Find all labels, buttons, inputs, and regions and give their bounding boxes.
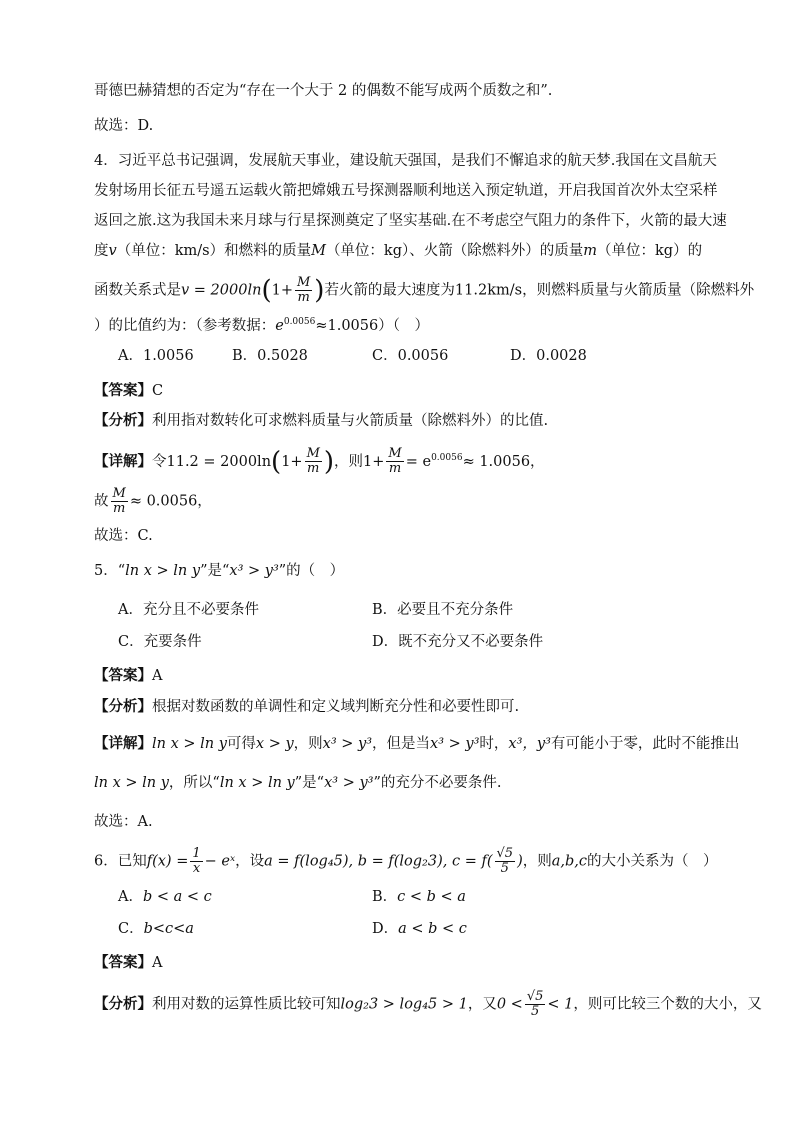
question-4-text: 发射场用长征五号遥五运载火箭把嫦娥五号探测器顺利地送入预定轨道，开启我国首次外太空采样 [94, 183, 718, 199]
option-b: B．c < b < a [372, 889, 466, 905]
detail-line: 故 $\frac{M}{m}$ ≈ 0.0056， [94, 486, 212, 516]
formula: v = 2000ln [181, 282, 262, 299]
question-4-formula-line: 函数关系式是v = 2000ln(1+ $\frac{M}{m}$ )若火箭的最大速度为11.2km/s，则燃料质量与火箭质量（除燃料外 [94, 275, 755, 306]
question-4-text: 4．习近平总书记强调，发展航天事业，建设航天强国，是我们不懈追求的航天梦.我国在文昌航天 [94, 153, 717, 169]
question-4-text: 度v（单位：km/s）和燃料的质量M（单位：kg）、火箭（除燃料外）的质量m（单位：kg）的 [94, 243, 703, 259]
detail-line: ln x > ln y，所以“ln x > ln y”是“x³ > y³”的充分不必要条件. [94, 775, 502, 791]
analysis-line: 【分析】利用对数的运算性质比较可知log₂3 > log₄5 > 1，又0 < $\frac{√5}{5}$ < 1，则可比较三个数的大小，又 [94, 989, 762, 1019]
answer-line: 【答案】A [94, 954, 163, 971]
select-line: 故选：C. [94, 528, 153, 544]
option-b: B．必要且不充分条件 [372, 602, 514, 618]
answer-line: 【答案】A [94, 667, 163, 684]
detail-line: 【详解】令11.2 = 2000ln(1+ $\frac{M}{m}$ )，则1+ $\frac{M}{m}$ = $e^{0.0056}\approx 1.0056$， [94, 446, 545, 477]
select-line: 故选：A. [94, 814, 153, 830]
option-c: C．0.0056 [372, 348, 449, 364]
option-d: D．0.0028 [510, 348, 587, 364]
question-5-text: 5．“ln x > ln y”是“x³ > y³”的（ ） [94, 563, 345, 579]
question-6-text: 6．已知f(x) = $\frac{1}{x}$ − eˣ，设a = f(log₄5), b = f(log₂3), c = f( $\frac{√5}{5}$ )，则a,b,c的大小关系为（ ） [94, 846, 718, 876]
option-c: C．b<c<a [118, 921, 194, 937]
option-d: D．a < b < c [372, 921, 467, 937]
text-line: 哥德巴赫猜想的否定为“存在一个大于 2 的偶数不能写成两个质数之和”. [94, 83, 553, 99]
option-b: B．0.5028 [232, 348, 308, 364]
question-4-text: ）的比值约为：（参考数据：$e^{0.0056}\approx 1.0056$）（ ） [94, 317, 429, 334]
option-c: C．充要条件 [118, 634, 202, 650]
answer-line: 【答案】C [94, 382, 164, 399]
option-d: D．既不充分又不必要条件 [372, 634, 544, 650]
text-line: 故选：D. [94, 118, 154, 134]
fraction: $\frac{M}{m}$ [296, 275, 311, 305]
option-a: A．充分且不必要条件 [118, 602, 259, 618]
analysis-line: 【分析】根据对数函数的单调性和定义域判断充分性和必要性即可. [94, 698, 520, 715]
question-4-text: 返回之旅.这为我国未来月球与行星探测奠定了坚实基础.在不考虑空气阻力的条件下，火箭的最大速 [94, 213, 727, 229]
analysis-line: 【分析】利用指对数转化可求燃料质量与火箭质量（除燃料外）的比值. [94, 412, 549, 429]
detail-line: 【详解】ln x > ln y可得x > y，则x³ > y³，但是当x³ > y³时，x³，y³有可能小于零，此时不能推出 [94, 735, 740, 752]
option-a: A．b < a < c [118, 889, 212, 905]
option-a: A．1.0056 [118, 348, 194, 364]
